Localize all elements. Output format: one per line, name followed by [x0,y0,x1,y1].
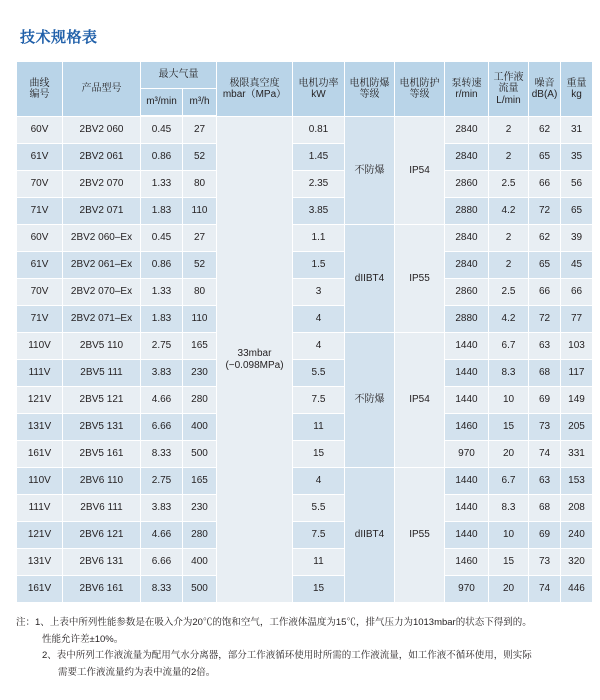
cell-max-air-m3min: 4.66 [141,387,183,414]
cell-model: 2BV6 161 [63,576,141,603]
cell-max-air-m3h: 80 [183,279,217,306]
cell-liquid-flow: 6.7 [489,333,529,360]
cell-max-air-m3min: 6.66 [141,549,183,576]
cell-model: 2BV2 060 [63,117,141,144]
cell-motor-power: 7.5 [293,522,345,549]
cell-curve-no: 70V [17,171,63,198]
cell-model: 2BV6 121 [63,522,141,549]
cell-motor-power: 4 [293,468,345,495]
cell-curve-no: 121V [17,522,63,549]
cell-weight: 153 [561,468,593,495]
cell-liquid-flow: 10 [489,387,529,414]
cell-noise: 74 [529,576,561,603]
cell-max-air-m3min: 0.86 [141,144,183,171]
cell-motor-power: 15 [293,576,345,603]
cell-noise: 69 [529,387,561,414]
cell-weight: 331 [561,441,593,468]
cell-curve-no: 61V [17,144,63,171]
cell-pump-speed: 970 [445,441,489,468]
cell-noise: 63 [529,333,561,360]
cell-model: 2BV2 061 [63,144,141,171]
cell-weight: 320 [561,549,593,576]
note-text-2: 表中所列工作液流量为配用气水分离器，部分工作液循环使用时所需的工作液流量，如工作液不循环使用，则实际 [56,650,532,662]
cell-noise: 73 [529,414,561,441]
cell-max-air-m3min: 3.83 [141,360,183,387]
cell-max-air-m3min: 1.33 [141,171,183,198]
cell-curve-no: 121V [17,387,63,414]
cell-max-air-m3min: 3.83 [141,495,183,522]
cell-curve-no: 60V [17,225,63,252]
cell-motor-power: 4 [293,333,345,360]
note-row [16,648,584,665]
header-noise: 噪音 dB(A) [529,62,561,117]
cell-motor-power: 0.81 [293,117,345,144]
header-max-air: 最大气量 [141,62,217,89]
cell-motor-power: 5.5 [293,495,345,522]
cell-max-air-m3h: 230 [183,495,217,522]
cell-noise: 68 [529,360,561,387]
table-row [17,522,593,549]
vacuum-mbar: 33mbar [237,348,272,359]
table-row [17,225,593,252]
cell-max-air-m3h: 165 [183,468,217,495]
cell-max-air-m3h: 280 [183,522,217,549]
cell-curve-no: 71V [17,306,63,333]
cell-max-air-m3min: 8.33 [141,441,183,468]
cell-noise: 74 [529,441,561,468]
cell-model: 2BV2 070–Ex [63,279,141,306]
header-motor-ip-rating: 电机防护 等级 [395,62,445,117]
cell-motor-power: 1.45 [293,144,345,171]
cell-noise: 69 [529,522,561,549]
cell-max-air-m3min: 0.45 [141,225,183,252]
cell-liquid-flow: 2 [489,225,529,252]
cell-motor-power: 1.5 [293,252,345,279]
cell-pump-speed: 2840 [445,144,489,171]
cell-noise: 62 [529,225,561,252]
table-row [17,549,593,576]
cell-max-air-m3h: 110 [183,306,217,333]
table-row [17,387,593,414]
cell-curve-no: 60V [17,117,63,144]
table-row [17,333,593,360]
cell-weight: 65 [561,198,593,225]
cell-pump-speed: 1440 [445,387,489,414]
cell-max-air-m3min: 2.75 [141,468,183,495]
header-curve-no: 曲线 编号 [17,62,63,117]
vacuum-mpa: (−0.098MPa) [225,359,284,371]
cell-motor-power: 15 [293,441,345,468]
cell-pump-speed: 1460 [445,549,489,576]
cell-weight: 45 [561,252,593,279]
header-ultimate-vacuum: 极限真空度 mbar（MPa） [217,62,293,117]
cell-weight: 208 [561,495,593,522]
cell-liquid-flow: 15 [489,414,529,441]
cell-model: 2BV2 061–Ex [63,252,141,279]
notes-section [16,615,584,682]
header-max-air-m3min: m³/min [141,89,183,116]
note-text-1b: 性能允许差±10%。 [42,633,124,645]
table-row [17,252,593,279]
cell-motor-power: 11 [293,414,345,441]
specification-table [16,61,593,603]
cell-max-air-m3min: 2.75 [141,333,183,360]
cell-max-air-m3min: 0.45 [141,117,183,144]
cell-model: 2BV6 131 [63,549,141,576]
cell-motor-ex-rating: 不防爆 [345,333,395,468]
cell-liquid-flow: 10 [489,522,529,549]
cell-max-air-m3h: 27 [183,117,217,144]
cell-liquid-flow: 2.5 [489,279,529,306]
cell-max-air-m3min: 8.33 [141,576,183,603]
cell-pump-speed: 2860 [445,171,489,198]
cell-max-air-m3min: 4.66 [141,522,183,549]
page-title: 技术规格表 [20,29,98,46]
header-liquid-flow: 工作液 流量 L/min [489,62,529,117]
note-row [16,615,584,632]
cell-max-air-m3h: 400 [183,414,217,441]
cell-noise: 73 [529,549,561,576]
cell-weight: 66 [561,279,593,306]
cell-weight: 56 [561,171,593,198]
cell-pump-speed: 2860 [445,279,489,306]
cell-pump-speed: 2840 [445,225,489,252]
cell-liquid-flow: 15 [489,549,529,576]
cell-liquid-flow: 8.3 [489,360,529,387]
cell-max-air-m3h: 52 [183,144,217,171]
cell-noise: 72 [529,306,561,333]
table-row [17,117,593,144]
cell-motor-power: 3.85 [293,198,345,225]
cell-curve-no: 161V [17,441,63,468]
table-row [17,414,593,441]
cell-liquid-flow: 6.7 [489,468,529,495]
cell-pump-speed: 1440 [445,360,489,387]
cell-liquid-flow: 4.2 [489,306,529,333]
cell-curve-no: 131V [17,414,63,441]
cell-noise: 62 [529,117,561,144]
cell-weight: 117 [561,360,593,387]
cell-pump-speed: 970 [445,576,489,603]
cell-max-air-m3min: 0.86 [141,252,183,279]
cell-curve-no: 70V [17,279,63,306]
table-row [17,198,593,225]
cell-liquid-flow: 8.3 [489,495,529,522]
cell-noise: 66 [529,171,561,198]
cell-max-air-m3h: 165 [183,333,217,360]
cell-liquid-flow: 2 [489,144,529,171]
cell-pump-speed: 1440 [445,468,489,495]
cell-motor-power: 3 [293,279,345,306]
cell-curve-no: 111V [17,495,63,522]
table-header [17,62,593,117]
cell-liquid-flow: 2 [489,252,529,279]
cell-ultimate-vacuum [217,117,293,603]
cell-pump-speed: 2880 [445,306,489,333]
cell-motor-ip-rating: IP54 [395,333,445,468]
cell-weight: 149 [561,387,593,414]
table-row [17,360,593,387]
cell-pump-speed: 2840 [445,252,489,279]
cell-curve-no: 71V [17,198,63,225]
notes-label: 注： [16,617,36,628]
header-motor-ex-rating: 电机防爆 等级 [345,62,395,117]
cell-curve-no: 110V [17,468,63,495]
cell-model: 2BV2 071–Ex [63,306,141,333]
cell-motor-ex-rating: dIIBT4 [345,468,395,603]
cell-motor-power: 5.5 [293,360,345,387]
header-motor-power: 电机功率 kW [293,62,345,117]
table-row [17,495,593,522]
note-text-2b: 需要工作液流量约为表中流量的2倍。 [58,666,216,678]
table-row [17,279,593,306]
cell-liquid-flow: 20 [489,576,529,603]
table-row [17,171,593,198]
note-row [16,665,584,682]
cell-motor-ip-rating: IP54 [395,117,445,225]
table-row [17,306,593,333]
header-weight: 重量 kg [561,62,593,117]
cell-model: 2BV5 110 [63,333,141,360]
cell-pump-speed: 1440 [445,333,489,360]
note-row [16,632,584,649]
cell-model: 2BV5 131 [63,414,141,441]
cell-weight: 31 [561,117,593,144]
cell-model: 2BV5 111 [63,360,141,387]
cell-curve-no: 111V [17,360,63,387]
cell-model: 2BV6 110 [63,468,141,495]
header-model: 产品型号 [63,62,141,117]
cell-noise: 72 [529,198,561,225]
cell-pump-speed: 2880 [445,198,489,225]
cell-weight: 240 [561,522,593,549]
cell-liquid-flow: 4.2 [489,198,529,225]
cell-weight: 35 [561,144,593,171]
cell-pump-speed: 1440 [445,522,489,549]
cell-noise: 65 [529,144,561,171]
cell-max-air-m3h: 80 [183,171,217,198]
table-body [17,117,593,603]
cell-max-air-m3min: 6.66 [141,414,183,441]
header-max-air-m3h: m³/h [183,89,217,116]
cell-model: 2BV5 161 [63,441,141,468]
cell-liquid-flow: 2 [489,117,529,144]
cell-pump-speed: 1460 [445,414,489,441]
cell-noise: 68 [529,495,561,522]
cell-max-air-m3h: 110 [183,198,217,225]
cell-motor-power: 1.1 [293,225,345,252]
cell-max-air-m3h: 230 [183,360,217,387]
cell-curve-no: 61V [17,252,63,279]
cell-model: 2BV2 071 [63,198,141,225]
cell-motor-ex-rating: dIIBT4 [345,225,395,333]
cell-noise: 66 [529,279,561,306]
cell-max-air-m3min: 1.83 [141,306,183,333]
cell-max-air-m3h: 400 [183,549,217,576]
cell-model: 2BV6 111 [63,495,141,522]
cell-max-air-m3h: 500 [183,576,217,603]
cell-max-air-m3h: 280 [183,387,217,414]
cell-liquid-flow: 2.5 [489,171,529,198]
cell-max-air-m3h: 27 [183,225,217,252]
cell-curve-no: 110V [17,333,63,360]
cell-noise: 63 [529,468,561,495]
table-row [17,441,593,468]
cell-max-air-m3h: 500 [183,441,217,468]
table-row [17,144,593,171]
cell-motor-ex-rating: 不防爆 [345,117,395,225]
note-number-1: 1、 [35,617,50,628]
cell-curve-no: 131V [17,549,63,576]
cell-model: 2BV5 121 [63,387,141,414]
cell-motor-power: 7.5 [293,387,345,414]
table-row [17,468,593,495]
cell-motor-power: 4 [293,306,345,333]
cell-pump-speed: 2840 [445,117,489,144]
header-pump-speed: 泵转速 r/min [445,62,489,117]
cell-model: 2BV2 060–Ex [63,225,141,252]
cell-weight: 39 [561,225,593,252]
cell-max-air-m3h: 52 [183,252,217,279]
note-text-1: 上表中所列性能参数是在吸入介为20℃的饱和空气，工作液体温度为15℃，排气压力为1013mbar的状态下得到的。 [49,617,532,628]
cell-noise: 65 [529,252,561,279]
cell-weight: 77 [561,306,593,333]
cell-weight: 103 [561,333,593,360]
cell-motor-power: 2.35 [293,171,345,198]
cell-model: 2BV2 070 [63,171,141,198]
cell-weight: 446 [561,576,593,603]
cell-curve-no: 161V [17,576,63,603]
cell-motor-power: 11 [293,549,345,576]
table-row [17,576,593,603]
cell-pump-speed: 1440 [445,495,489,522]
cell-motor-ip-rating: IP55 [395,468,445,603]
cell-liquid-flow: 20 [489,441,529,468]
cell-weight: 205 [561,414,593,441]
cell-motor-ip-rating: IP55 [395,225,445,333]
cell-max-air-m3min: 1.33 [141,279,183,306]
cell-max-air-m3min: 1.83 [141,198,183,225]
note-number-2: 2、 [42,650,57,662]
